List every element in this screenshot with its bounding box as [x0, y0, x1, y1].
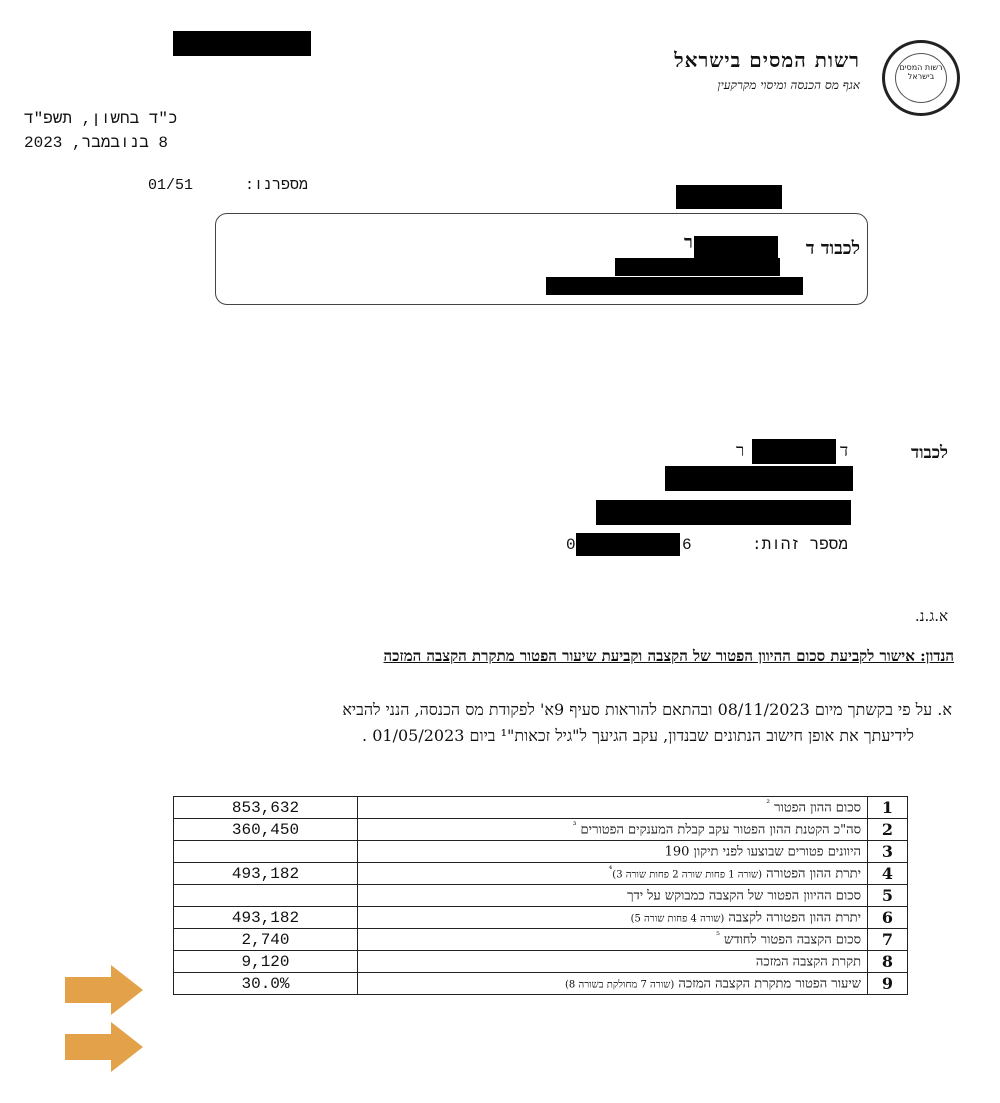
reference-value: 01/51 [148, 177, 194, 194]
row-description [358, 841, 868, 863]
logo-text: רשות המסים בישראל [895, 53, 947, 103]
row-description [358, 819, 868, 841]
row-description-text: סכום הקצבה הפטור לחודש [724, 932, 861, 948]
row-value [174, 885, 358, 907]
row-number: 5 [868, 885, 908, 907]
row-footnote-marker: ² [766, 799, 770, 810]
table-row [174, 929, 908, 951]
redaction-top [173, 31, 311, 56]
redaction-id [576, 533, 680, 556]
row-value: 2,740 [174, 929, 358, 951]
subject-text: אישור לקביעת סכום ההיוון הפטור של הקצבה וקביעת שיעור הפטור מתקרת הקצבה המזכה [383, 647, 915, 665]
row-description [358, 863, 868, 885]
arrow-icon-row-9 [65, 1022, 143, 1072]
row-value [174, 841, 358, 863]
address-title-end: ר [684, 232, 693, 253]
row-footnote-marker: ⁴ [608, 865, 613, 876]
org-subtitle: אגף מס הכנסה ומיסוי מקרקעין [717, 78, 860, 92]
row-value: 493,182 [174, 907, 358, 929]
tax-authority-logo [882, 40, 960, 116]
greeting: א.ג.נ. [914, 607, 948, 625]
table-row [174, 863, 908, 885]
row-description-text: סכום ההון הפטור [774, 800, 861, 816]
row-number: 3 [868, 841, 908, 863]
redaction-box-line2 [615, 258, 780, 276]
recipient-title-end: ר [736, 441, 745, 461]
row-description [358, 797, 868, 819]
row-description [358, 885, 868, 907]
arrow-icon-row-7 [65, 965, 143, 1015]
row-description [358, 951, 868, 973]
redaction-recipient-name [752, 439, 836, 464]
paragraph-line-2: לידיעתך את אופן חישוב הנתונים שבנדון, עקב הגיעך ל"גיל זכאות"¹ ביום 01/05/2023 . [362, 726, 914, 745]
redaction-ref [676, 185, 782, 209]
row-number: 2 [868, 819, 908, 841]
recipient-title-start: ד [840, 441, 849, 461]
row-description-note: (שורה 1 פחות שורה 2 פחות שורה 3) [612, 869, 763, 881]
calculation-table [173, 796, 908, 995]
row-value: 9,120 [174, 951, 358, 973]
row-footnote-marker: ⁵ [716, 931, 720, 942]
row-description-text: סכום ההיוון הפטור של הקצבה כמבוקש על ידך [627, 888, 861, 904]
reference-label: מספרנו: [245, 177, 309, 194]
gregorian-date: 8 בנובמבר, 2023 [24, 134, 169, 152]
row-description-note: (שורה 4 פחות שורה 5) [630, 913, 725, 925]
arrow-shape [65, 965, 143, 1015]
row-description-text: יתרת ההון הפטורה לקצבה [728, 910, 861, 926]
row-description-text: סה"כ הקטנת ההון הפטור עקב קבלת המענקים הפטורים [580, 822, 861, 838]
id-end-digit: 6 [682, 536, 692, 554]
row-description [358, 973, 868, 995]
paragraph-line-1: א. על פי בקשתך מיום 08/11/2023 ובהתאם להוראות סעיף 9א' לפקודת מס הכנסה, הנני להביא [342, 700, 952, 719]
row-number: 8 [868, 951, 908, 973]
row-description [358, 929, 868, 951]
row-description [358, 907, 868, 929]
subject-prefix: הנדון: [920, 647, 954, 665]
row-footnote-marker: ³ [572, 821, 577, 832]
org-name: רשות המסים בישראל [674, 48, 860, 72]
table-row [174, 819, 908, 841]
row-value: 493,182 [174, 863, 358, 885]
row-value: 30.0% [174, 973, 358, 995]
row-description-text: יתרת ההון הפטורה [766, 866, 861, 882]
row-number: 4 [868, 863, 908, 885]
table-row [174, 907, 908, 929]
table-row [174, 885, 908, 907]
subject-line [48, 647, 954, 666]
arrow-shape [65, 1022, 143, 1072]
address-to-label: לכבוד ד [805, 238, 860, 259]
hebrew-date: כ"ד בחשון, תשפ"ד [24, 110, 178, 128]
table-row [174, 973, 908, 995]
row-description-note: (שורה 7 מחולקת בשורה 8) [565, 979, 675, 991]
redaction-recipient-line2 [665, 466, 853, 491]
table-row [174, 841, 908, 863]
row-value: 360,450 [174, 819, 358, 841]
row-description-text: שיעור הפטור מתקרת הקצבה המזכה [678, 976, 861, 992]
row-number: 6 [868, 907, 908, 929]
recipient-to-label: לכבוד [911, 443, 948, 463]
row-number: 1 [868, 797, 908, 819]
redaction-box-name [694, 236, 778, 258]
redaction-recipient-line3 [596, 500, 851, 525]
address-to [806, 238, 860, 259]
table-row [174, 797, 908, 819]
id-start-digit: 0 [566, 536, 576, 554]
row-value: 853,632 [174, 797, 358, 819]
row-number: 9 [868, 973, 908, 995]
row-description-text: תקרת הקצבה המזכה [755, 954, 861, 970]
redaction-box-line3 [546, 277, 803, 295]
reference-number [148, 177, 308, 194]
table-row [174, 951, 908, 973]
row-description-text: היוונים פטורים שבוצעו לפני תיקון 190 [664, 844, 861, 860]
row-number: 7 [868, 929, 908, 951]
id-label: מספר זהות: [751, 536, 848, 554]
